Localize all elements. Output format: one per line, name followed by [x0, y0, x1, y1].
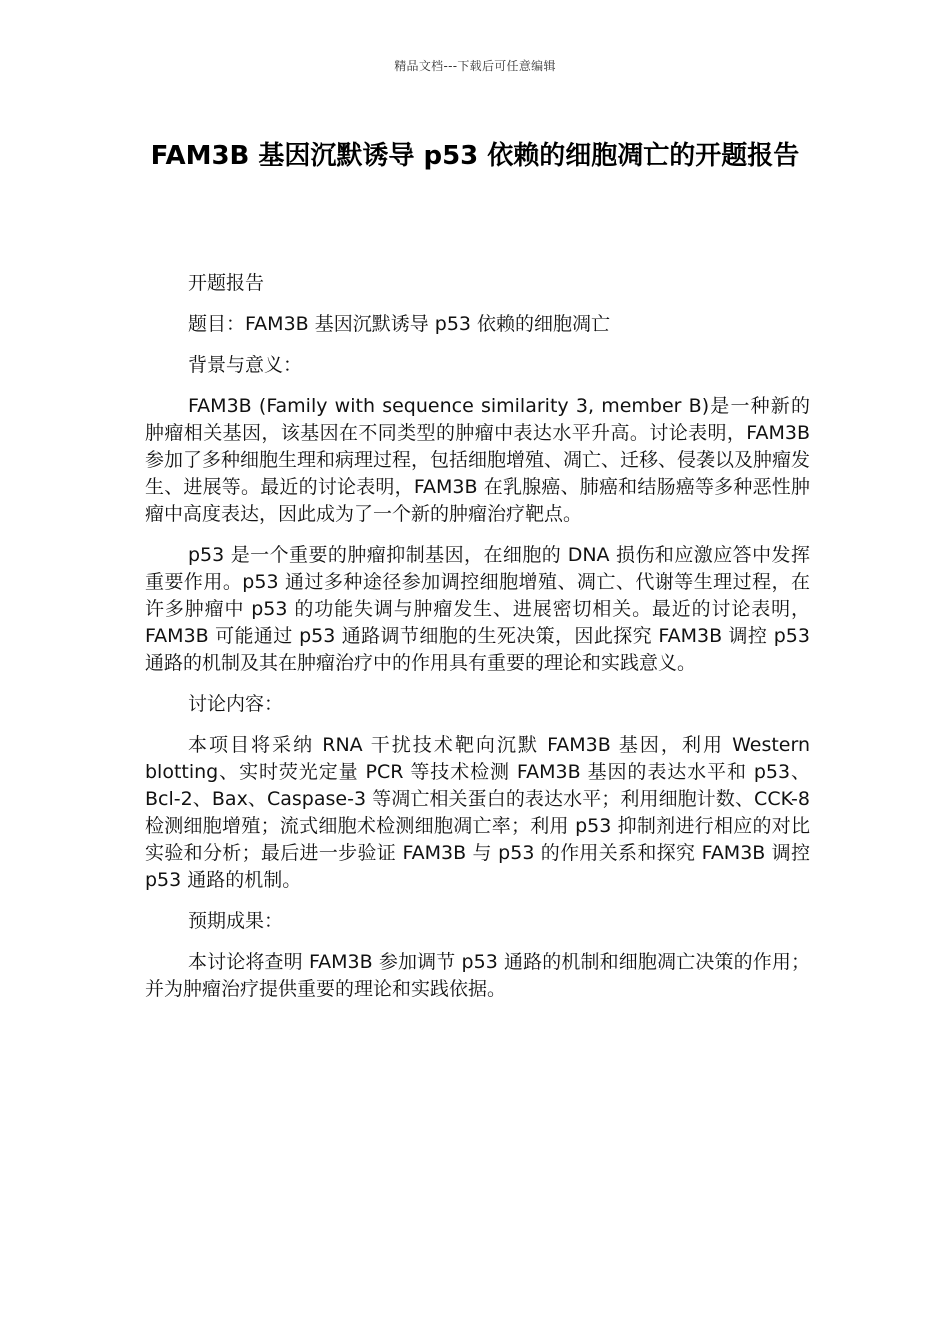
outcome-paragraph: 本讨论将查明 FAM3B 参加调节 p53 通路的机制和细胞凋亡决策的作用；并为肿瘤治疗提供重要的理论和实践依据。: [145, 951, 810, 1000]
document-title: FAM3B 基因沉默诱导 p53 依赖的细胞凋亡的开题报告: [150, 141, 800, 171]
topic-line: 题目：FAM3B 基因沉默诱导 p53 依赖的细胞凋亡: [188, 313, 611, 335]
content-heading: 讨论内容：: [188, 693, 284, 715]
background-paragraph-1: FAM3B (Family with sequence similarity 3, member B)是一种新的肿瘤相关基因，该基因在不同类型的肿瘤中表达水平升高。讨论表明，FAM3B 参加了多种细胞生理和病理过程，包括细胞增殖、凋亡、迁移、侵袭以及肿瘤发生、进展等。最近的讨论表明，FAM3B 在乳腺癌、肺癌和结肠癌等多种恶性肿瘤中高度表达，因此成为了一个新的肿瘤治疗靶点。: [145, 395, 811, 525]
background-paragraph-2: p53 是一个重要的肿瘤抑制基因，在细胞的 DNA 损伤和应激应答中发挥重要作用。p53 通过多种途径参加调控细胞增殖、凋亡、代谢等生理过程，在许多肿瘤中 p53 的功能失调与肿瘤发生、进展密切相关。最近的讨论表明，FAM3B 可能通过 p53 通路调节细胞的生死决策，因此探究 FAM3B 调控 p53 通路的机制及其在肿瘤治疗中的作用具有重要的理论和实践意义。: [145, 544, 810, 674]
background-heading: 背景与意义：: [188, 354, 303, 376]
outcome-heading: 预期成果：: [188, 910, 284, 932]
page-header: 精品文档---下载后可任意编辑: [394, 59, 556, 73]
content-paragraph: 本项目将采纳 RNA 干扰技术靶向沉默 FAM3B 基因，利用 Western blotting、实时荧光定量 PCR 等技术检测 FAM3B 基因的表达水平和 p53、Bcl-2、Bax、Caspase-3 等凋亡相关蛋白的表达水平；利用细胞计数、CCK-8 检测细胞增殖；流式细胞术检测细胞凋亡率；利用 p53 抑制剂进行相应的对比实验和分析；最后进一步验证 FAM3B 与 p53 的作用关系和探究 FAM3B 调控 p53 通路的机制。: [145, 734, 810, 891]
document-body: [145, 270, 810, 1017]
section-label: 开题报告: [188, 272, 265, 294]
